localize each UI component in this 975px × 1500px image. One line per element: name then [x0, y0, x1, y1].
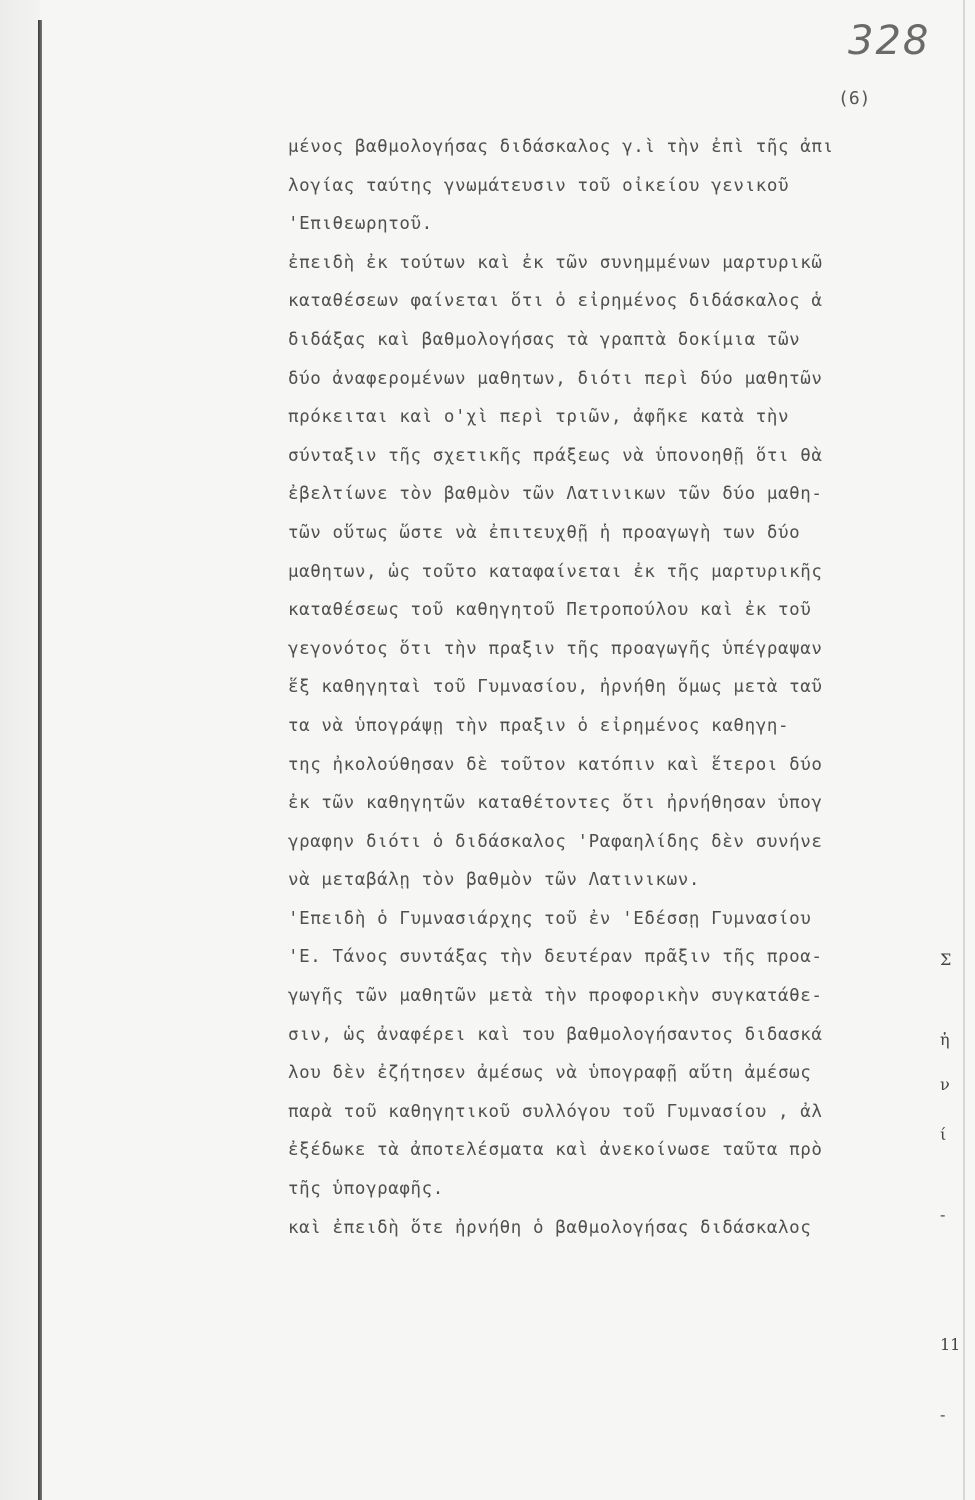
margin-mark: ἡ — [940, 1030, 950, 1049]
text-line: ἐξέδωκε τὰ ἀποτελέσματα καὶ ἀνεκοίνωσε ταῦτα πρὸ — [288, 1140, 823, 1161]
text-line: γεγονότος ὅτι τὴν πραξιν τῆς προαγωγῆς ὑπέγραψαν — [288, 638, 823, 659]
text-line: μαθητων, ὡς τοῦτο καταφαίνεται ἐκ τῆς μαρτυρικῆς — [288, 561, 823, 582]
text-line: ἐκ τῶν καθηγητῶν καταθέτοντες ὅτι ἠρνήθησαν ὑπογ — [288, 793, 823, 814]
text-line: της ἠκολούθησαν δὲ τοῦτον κατόπιν καὶ ἕτεροι δύο — [288, 754, 823, 775]
margin-mark: ί — [940, 1125, 947, 1144]
text-line: τῶν οὕτως ὥστε νὰ ἐπιτευχθῇ ἡ προαγωγὴ των δύο — [288, 522, 801, 543]
margin-mark: Σ — [940, 950, 952, 969]
text-line: ἐπειδὴ ἐκ τούτων καὶ ἐκ τῶν συνημμένων μαρτυρικῶ — [288, 252, 823, 273]
text-line: διδάξας καὶ βαθμολογήσας τὰ γραπτὰ δοκίμια τῶν — [288, 329, 801, 350]
text-line: 'Ε. Τάνος συντάξας τὴν δευτέραν πρᾶξιν τῆς προα- — [288, 947, 823, 968]
text-line: 'Επιθεωρητοῦ. — [288, 214, 433, 235]
text-line: καταθέσεων φαίνεται ὅτι ὁ εἰρημένος διδάσκαλος ἁ — [288, 291, 823, 312]
margin-mark: - — [940, 1205, 946, 1224]
text-line: ἐβελτίωνε τὸν βαθμὸν τῶν Λατινικων τῶν δύο μαθη- — [288, 484, 823, 505]
text-line: λογίας ταύτης γνωμάτευσιν τοῦ οἰκείου γενικοῦ — [288, 175, 790, 196]
scan-edge-shadow — [0, 0, 40, 1500]
text-line: τῆς ὑπογραφῆς. — [288, 1179, 444, 1200]
text-line: 'Επειδὴ ὁ Γυμνασιάρχης τοῦ ἐν 'Εδέσσῃ Γυμνασίου — [288, 908, 812, 929]
text-line: τα νὰ ὑπογράψῃ τὴν πραξιν ὁ εἰρημένος καθηγη- — [288, 715, 790, 736]
page-number: (6) — [838, 88, 871, 109]
text-line: δύο ἀναφερομένων μαθητων, διότι περὶ δύο μαθητῶν — [288, 368, 823, 389]
text-line: παρὰ τοῦ καθηγητικοῦ συλλόγου τοῦ Γυμνασίου , ἀλ — [288, 1101, 823, 1122]
text-line: λου δὲν ἐζήτησεν ἀμέσως νὰ ὑπογραφῇ αὕτη ἀμέσως — [288, 1063, 812, 1084]
margin-mark: ν — [940, 1075, 950, 1094]
text-line: γραφην διότι ὁ διδάσκαλος 'Ραφαηλίδης δὲν συνήνε — [288, 831, 823, 852]
margin-mark: 11 — [940, 1335, 961, 1354]
text-line: μένος βαθμολογήσας διδάσκαλος γ.ὶ τὴν ἐπὶ τῆς ἀπι — [288, 137, 834, 157]
text-line: γωγῆς τῶν μαθητῶν μετὰ τὴν προφορικὴν συγκατάθε- — [288, 986, 823, 1007]
binding-edge — [38, 20, 42, 1500]
text-line: καταθέσεως τοῦ καθηγητοῦ Πετροπούλου καὶ ἐκ τοῦ — [288, 600, 812, 621]
text-line: πρόκειται καὶ ο'χὶ περὶ τριῶν, ἀφῆκε κατὰ τὴν — [288, 407, 790, 428]
text-line: καὶ ἐπειδὴ ὅτε ἠρνήθη ὁ βαθμολογήσας διδάσκαλος — [288, 1217, 812, 1238]
text-line: σιν, ὡς ἀναφέρει καὶ του βαθμολογήσαντος διδασκά — [288, 1024, 823, 1045]
typed-body-text — [288, 128, 968, 1247]
text-line: νὰ μεταβάλῃ τὸν βαθμὸν τῶν Λατινικων. — [288, 870, 701, 891]
folio-number: 328 — [848, 18, 931, 64]
text-line: σύνταξιν τῆς σχετικῆς πράξεως νὰ ὑπονοηθῇ ὅτι θὰ — [288, 445, 823, 466]
text-line: ἕξ καθηγηταὶ τοῦ Γυμνασίου, ἠρνήθη ὅμως μετὰ ταῦ — [288, 677, 823, 698]
margin-mark: - — [940, 1405, 946, 1424]
